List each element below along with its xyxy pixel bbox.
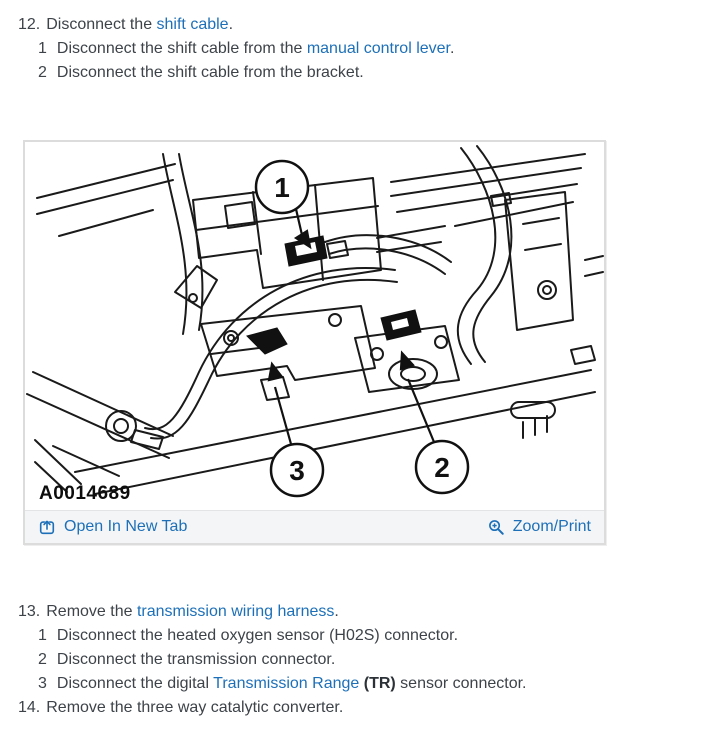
callout-3-number: 3	[289, 455, 305, 486]
substep-row	[18, 672, 683, 696]
step-text	[57, 624, 458, 648]
step-number: 2	[38, 64, 47, 81]
step-text	[46, 696, 343, 720]
bold-text: (TR)	[363, 675, 396, 692]
figure-panel	[23, 140, 606, 545]
substep-row	[18, 624, 683, 648]
inline-link[interactable]: shift cable	[156, 16, 229, 33]
step-number: 1	[38, 40, 47, 57]
text-run: Disconnect the heated oxygen sensor (H02S) connector.	[56, 627, 459, 644]
text-run: Disconnect the shift cable from the bracket.	[56, 64, 364, 81]
zoom-print-icon	[487, 518, 505, 536]
open-in-new-tab-label: Open In New Tab	[64, 518, 188, 535]
zoom-print-link[interactable]	[487, 518, 591, 536]
open-in-new-tab-icon	[38, 518, 56, 536]
instruction-list-bottom	[18, 600, 683, 720]
text-run: sensor connector.	[395, 675, 527, 692]
text-run: Disconnect the transmission connector.	[56, 651, 336, 668]
text-run: .	[228, 16, 234, 33]
text-run: Remove the three way catalytic converter.	[46, 699, 344, 716]
step-text	[46, 600, 339, 624]
engine-line-art	[27, 146, 603, 494]
step-text	[57, 37, 455, 61]
step-number: 12.	[18, 16, 41, 33]
text-run: Remove the	[46, 603, 137, 620]
callout-1-number: 1	[274, 172, 290, 203]
text-run: .	[334, 603, 339, 620]
substep-row	[18, 37, 683, 61]
callout-3	[271, 444, 323, 496]
zoom-print-label: Zoom/Print	[512, 518, 591, 535]
text-run: Disconnect the	[46, 16, 157, 33]
step-number: 13.	[18, 603, 41, 620]
connector-shapes	[247, 236, 421, 354]
inline-link[interactable]: Transmission Range	[213, 675, 360, 692]
step-row	[18, 600, 683, 624]
open-in-new-tab-link[interactable]	[38, 518, 187, 536]
step-text	[57, 61, 364, 85]
inline-link[interactable]: manual control lever	[306, 40, 450, 57]
text-run: Disconnect the digital	[56, 675, 214, 692]
step-number: 2	[38, 651, 47, 668]
step-text	[46, 13, 233, 37]
step-text	[57, 672, 527, 696]
substep-row	[18, 648, 683, 672]
step-number: 1	[38, 627, 47, 644]
text-run: Disconnect the shift cable from the	[56, 40, 307, 57]
callout-2	[416, 441, 468, 493]
callout-1	[256, 161, 308, 213]
step-row	[18, 696, 683, 720]
figure-id-label: A0014689	[39, 483, 131, 504]
callout-2-number: 2	[434, 452, 450, 483]
figure-footer-bar	[25, 510, 604, 543]
inline-link[interactable]: transmission wiring harness	[136, 603, 335, 620]
step-row	[18, 13, 683, 37]
engine-diagram-image	[25, 142, 604, 510]
step-number: 3	[38, 675, 47, 692]
substep-row	[18, 61, 683, 85]
step-number: 14.	[18, 699, 41, 716]
text-run: .	[450, 40, 455, 57]
step-text	[57, 648, 335, 672]
instruction-list-top	[18, 13, 683, 85]
